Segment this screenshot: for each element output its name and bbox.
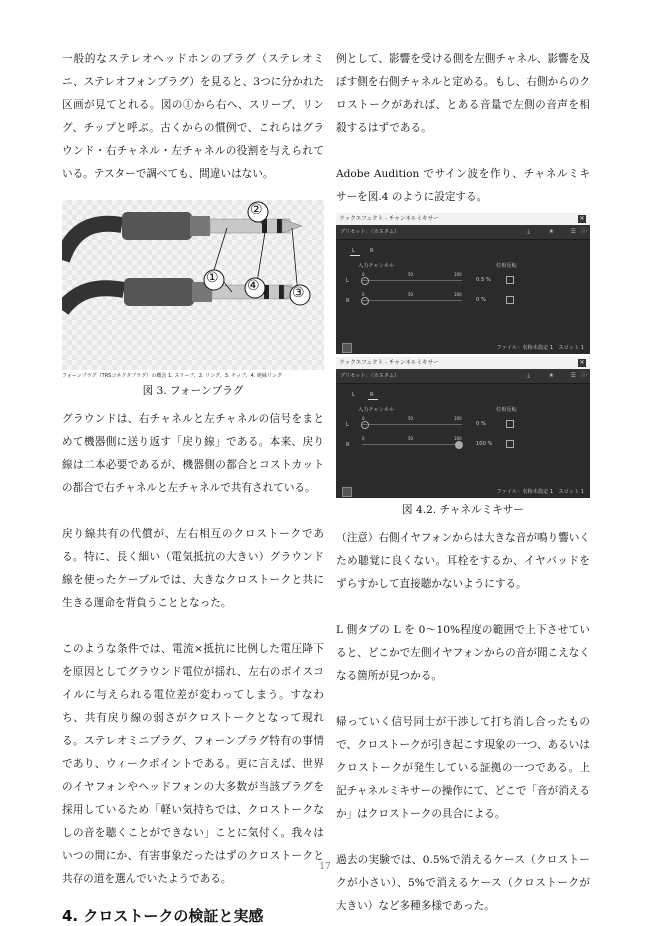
scale-tick: 0 <box>362 272 365 277</box>
tab-r[interactable]: R <box>370 392 374 398</box>
paragraph: L 側タブの L を 0～10%程度の範囲で上下させていると、どこかで左側イヤフォンからの音が聞こえなくなる箇所が見つかる。 <box>336 624 590 682</box>
input-channel-label: 入力チャンネル <box>358 263 395 269</box>
callout-4: ④ <box>247 278 260 294</box>
footer-text: ファイル：名称未設定 1 スロット 1 <box>496 489 584 495</box>
invert-checkbox[interactable] <box>506 296 514 304</box>
slider-track[interactable] <box>362 300 462 301</box>
slider-value: 0.5 % <box>476 277 491 283</box>
panel-title-bar <box>336 357 590 369</box>
paragraph: Adobe Audition でサイン波を作り、チャネルミキサーを図.4 のように設定する。 <box>336 168 590 203</box>
mixer-row-l <box>346 272 580 292</box>
preset-bar <box>336 369 590 384</box>
paragraph: 過去の実験では、0.5%で消えるケース（クロストークが小さい）、5%で消えるケース（クロストークが大きい）など多種多様であった。 <box>336 854 590 912</box>
row-channel-label: L <box>346 278 349 284</box>
invert-checkbox[interactable] <box>506 420 514 428</box>
info-icon[interactable]: ⓘ <box>580 372 587 379</box>
phone-plug-figure <box>62 200 324 370</box>
paragraph: 一般的なステレオヘッドホンのプラグ（ステレオミニ、ステレオフォンプラグ）を見ると、3つに分かれた区画が見てとれる。図の①から右へ、スリーブ、リング、チップと呼ぶ。古くからの慣例で、これらはグラウンド・右チャネル・左チャネルの役割を与えられている。テスターで調べても、間違いはない。 <box>62 53 324 180</box>
mixer-row-r <box>346 292 580 312</box>
invert-phase-label: 位相反転 <box>496 407 517 413</box>
row-channel-label: R <box>346 298 350 304</box>
scale-tick: 50 <box>408 436 414 441</box>
slider-handle[interactable] <box>361 421 369 429</box>
favorite-star-icon[interactable]: ★ <box>548 228 554 235</box>
scale-tick: 0 <box>362 416 365 421</box>
save-preset-icon[interactable]: ⤓ <box>527 228 530 235</box>
paragraph: （注意）右側イヤフォンからは大きな音が鳴り響いくため聴覚に良くない。耳栓をするか、イヤパッドをずらすかして直接聴かないようにする。 <box>336 532 590 590</box>
menu-icon[interactable]: ☰ <box>570 372 576 379</box>
paragraph: 戻り線共有の代償が、左右相互のクロストークである。特に、長く細い（電気抵抗の大きい）グラウンド線を使ったケーブルでは、大きなクロストークと共に生きる運命を背負うこととなった。 <box>62 528 324 609</box>
scale-tick: 50 <box>408 416 414 421</box>
preset-dropdown[interactable]: プリセット：（カスタム） <box>340 229 400 235</box>
scale-tick: 0 <box>362 292 365 297</box>
footer-text: ファイル：名称未設定 1 スロット 1 <box>496 345 584 351</box>
panel-title: ラックエフェクト - チャンネルミキサー <box>339 216 439 222</box>
row-channel-label: R <box>346 442 350 448</box>
close-button[interactable]: × <box>579 215 585 222</box>
right-column <box>336 48 590 918</box>
menu-icon[interactable]: ☰ <box>570 228 576 235</box>
active-tab-indicator <box>368 399 378 400</box>
scale-tick: 100 <box>454 272 462 277</box>
slider-handle[interactable] <box>361 297 369 305</box>
left-column <box>62 48 324 926</box>
slider-track[interactable] <box>362 424 462 425</box>
paragraph: グラウンドは、右チャネルと左チャネルの信号をまとめて機器側に送り返す「戻り線」である。本来、戻り線は二本必要であるが、機器側の都合とコストカットの都合で右チャネルと左チャネルで共有されている。 <box>62 413 324 494</box>
page-number: 17 <box>319 862 331 872</box>
favorite-star-icon[interactable]: ★ <box>548 372 554 379</box>
figure-caption: 図 4.2. チャネルミキサー <box>402 504 524 516</box>
active-tab-indicator <box>350 255 360 256</box>
paragraph: 例として、影響を受ける側を左側チャネル、影響を及ぼす側を右側チャネルと定める。もし、右側からのクロストークがあれば、とある音量で左側の音声を相殺するはずである。 <box>336 53 590 134</box>
slider-value: 100 % <box>476 441 493 447</box>
mixer-body <box>336 240 590 340</box>
power-toggle[interactable] <box>342 487 352 497</box>
callout-3: ③ <box>292 285 305 301</box>
figure-caption: 図 3. フォーンプラグ <box>142 385 244 397</box>
callout-2: ② <box>250 202 263 218</box>
tab-l[interactable]: L <box>352 392 355 398</box>
preset-dropdown[interactable]: プリセット：（カスタム） <box>340 373 400 379</box>
scale-tick: 0 <box>362 436 365 441</box>
scale-tick: 50 <box>408 292 414 297</box>
panel-footer <box>336 340 590 354</box>
slider-handle[interactable] <box>361 277 369 285</box>
scale-tick: 100 <box>454 436 462 441</box>
figure-credit: フォーンプラグ（TRSコネクタプラグ）の概念 1. スリーブ、2. リング、3. チップ、4. 絶縁リング <box>62 373 282 379</box>
invert-checkbox[interactable] <box>506 440 514 448</box>
slider-handle[interactable] <box>455 441 463 449</box>
save-preset-icon[interactable]: ⤓ <box>527 372 530 379</box>
scale-tick: 100 <box>454 292 462 297</box>
close-button[interactable]: × <box>579 359 585 366</box>
power-toggle[interactable] <box>342 343 352 353</box>
channel-mixer-panel <box>336 357 590 498</box>
input-channel-label: 入力チャンネル <box>358 407 395 413</box>
panel-title: ラックエフェクト - チャンネルミキサー <box>339 360 439 366</box>
panel-footer <box>336 484 590 498</box>
preset-bar <box>336 225 590 240</box>
paragraph: このような条件では、電流×抵抗に比例した電圧降下を原因としてグラウンド電位が揺れ、左右のボイスコイルに与えられる電位差が変わってしまう。すなわち、共有戻り線の弱さがクロストークとなって現れる。ステレオミニプラグ、フォーンプラグ特有の事情であり、ウィークポイントである。更に言えば、世界のイヤフォンやヘッドフォンの大多数が当該プラグを採用しているため「軽い気持ちでは、クロストークなしの音を聴くことができない」ことに気付く。我々はいつの間にか、有害事象だったはずのクロストークと共存の道を選んでいたようである。 <box>62 643 324 885</box>
scale-tick: 100 <box>454 416 462 421</box>
channel-mixer-panel <box>336 213 590 354</box>
paragraph: 帰っていく信号同士が干渉して打ち消し合ったもので、クロストークが引き起こす現象の一つ、あるいはクロストークが発生している証拠の一つである。上記チャネルミキサーの操作にて、どこで「音が消えるか」はクロストークの具合による。 <box>336 716 590 820</box>
tab-l[interactable]: L <box>352 248 355 254</box>
slider-value: 0 % <box>476 421 486 427</box>
invert-phase-label: 位相反転 <box>496 263 517 269</box>
scale-tick: 50 <box>408 272 414 277</box>
slider-value: 0 % <box>476 297 486 303</box>
info-icon[interactable]: ⓘ <box>580 228 587 235</box>
mixer-row-l <box>346 416 580 436</box>
invert-checkbox[interactable] <box>506 276 514 284</box>
section-heading: 4. クロストークの検証と実感 <box>62 907 264 925</box>
row-channel-label: L <box>346 422 349 428</box>
slider-track[interactable] <box>362 444 462 445</box>
panel-title-bar <box>336 213 590 225</box>
slider-track[interactable] <box>362 280 462 281</box>
mixer-row-r <box>346 436 580 456</box>
callout-1: ① <box>206 270 219 286</box>
mixer-body <box>336 384 590 484</box>
tab-r[interactable]: R <box>370 248 374 254</box>
phone-plug-illustration <box>62 200 324 370</box>
